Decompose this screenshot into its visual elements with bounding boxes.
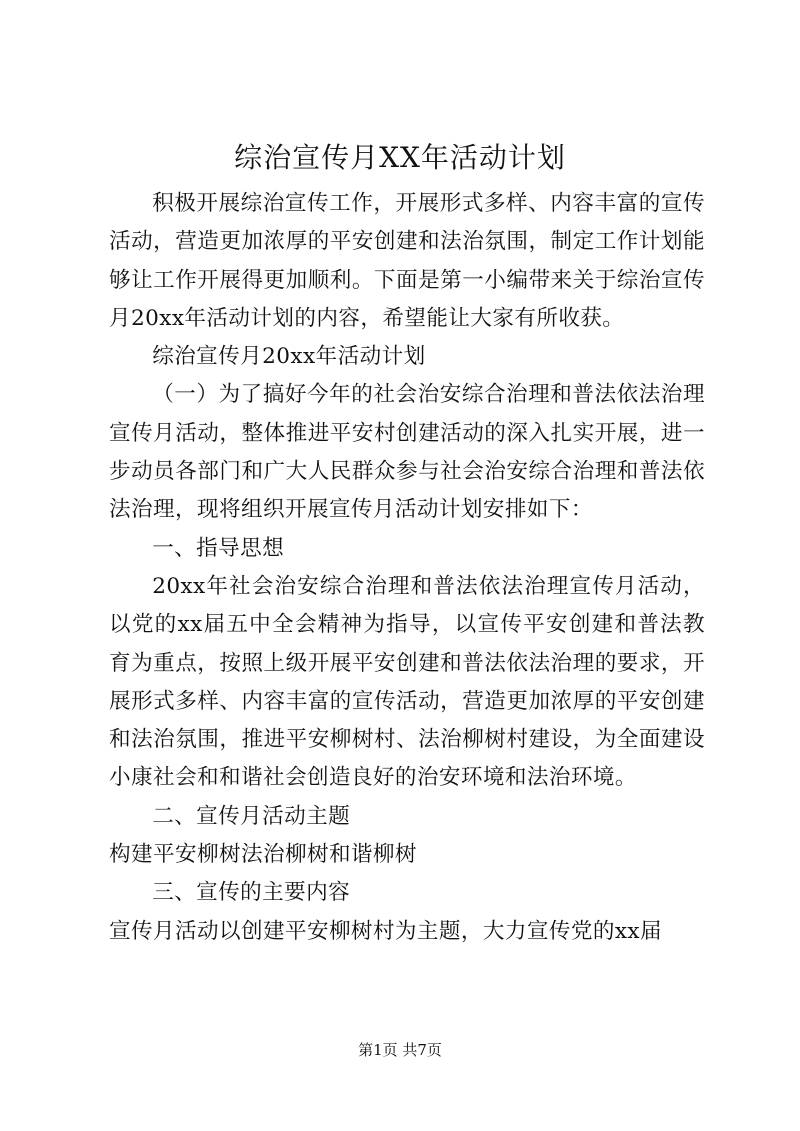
heading-activity-theme: 二、宣传月活动主题 bbox=[152, 803, 351, 829]
page-number-footer: 第1页 共7页 bbox=[358, 1041, 442, 1059]
plan-subtitle: 综治宣传月20xx年活动计划 bbox=[152, 344, 426, 370]
document-title: 综治宣传月XX年活动计划 bbox=[234, 141, 566, 174]
guiding-thought-paragraph: 20xx年社会治安综合治理和普法依法治理宣传月活动，以党的xx届五中全会精神为指导，以宣传平安创建和普法教育为重点，按照上级开展平安创建和普法依法治理的要求，开展形式多样、内容丰富的宣传活动，营造更加浓厚的平安创建和法治氛围，推进平安柳树村、法治柳树村建设，为全面建设小康社会和和谐社会创造良好的治安环境和法治环境。 bbox=[109, 573, 705, 791]
activity-theme-text: 构建平安柳树法治柳树和谐柳树 bbox=[109, 842, 417, 868]
heading-main-content: 三、宣传的主要内容 bbox=[152, 880, 351, 906]
document-body bbox=[109, 185, 705, 951]
section-intro-paragraph: （一）为了搞好今年的社会治安综合治理和普法依法治理宣传月活动，整体推进平安村创建活动的深入扎实开展，进一步动员各部门和广大人民群众参与社会治安综合治理和普法依法治理，现将组织开展宣传月活动计划安排如下： bbox=[109, 382, 705, 523]
intro-paragraph: 积极开展综治宣传工作，开展形式多样、内容丰富的宣传活动，营造更加浓厚的平安创建和法治氛围，制定工作计划能够让工作开展得更加顺利。下面是第一小编带来关于综治宣传月20xx年活动计划的内容，希望能让大家有所收获。 bbox=[109, 191, 705, 331]
main-content-paragraph: 宣传月活动以创建平安柳树村为主题，大力宣传党的xx届 bbox=[109, 918, 663, 944]
heading-guiding-thought: 一、指导思想 bbox=[152, 535, 285, 561]
